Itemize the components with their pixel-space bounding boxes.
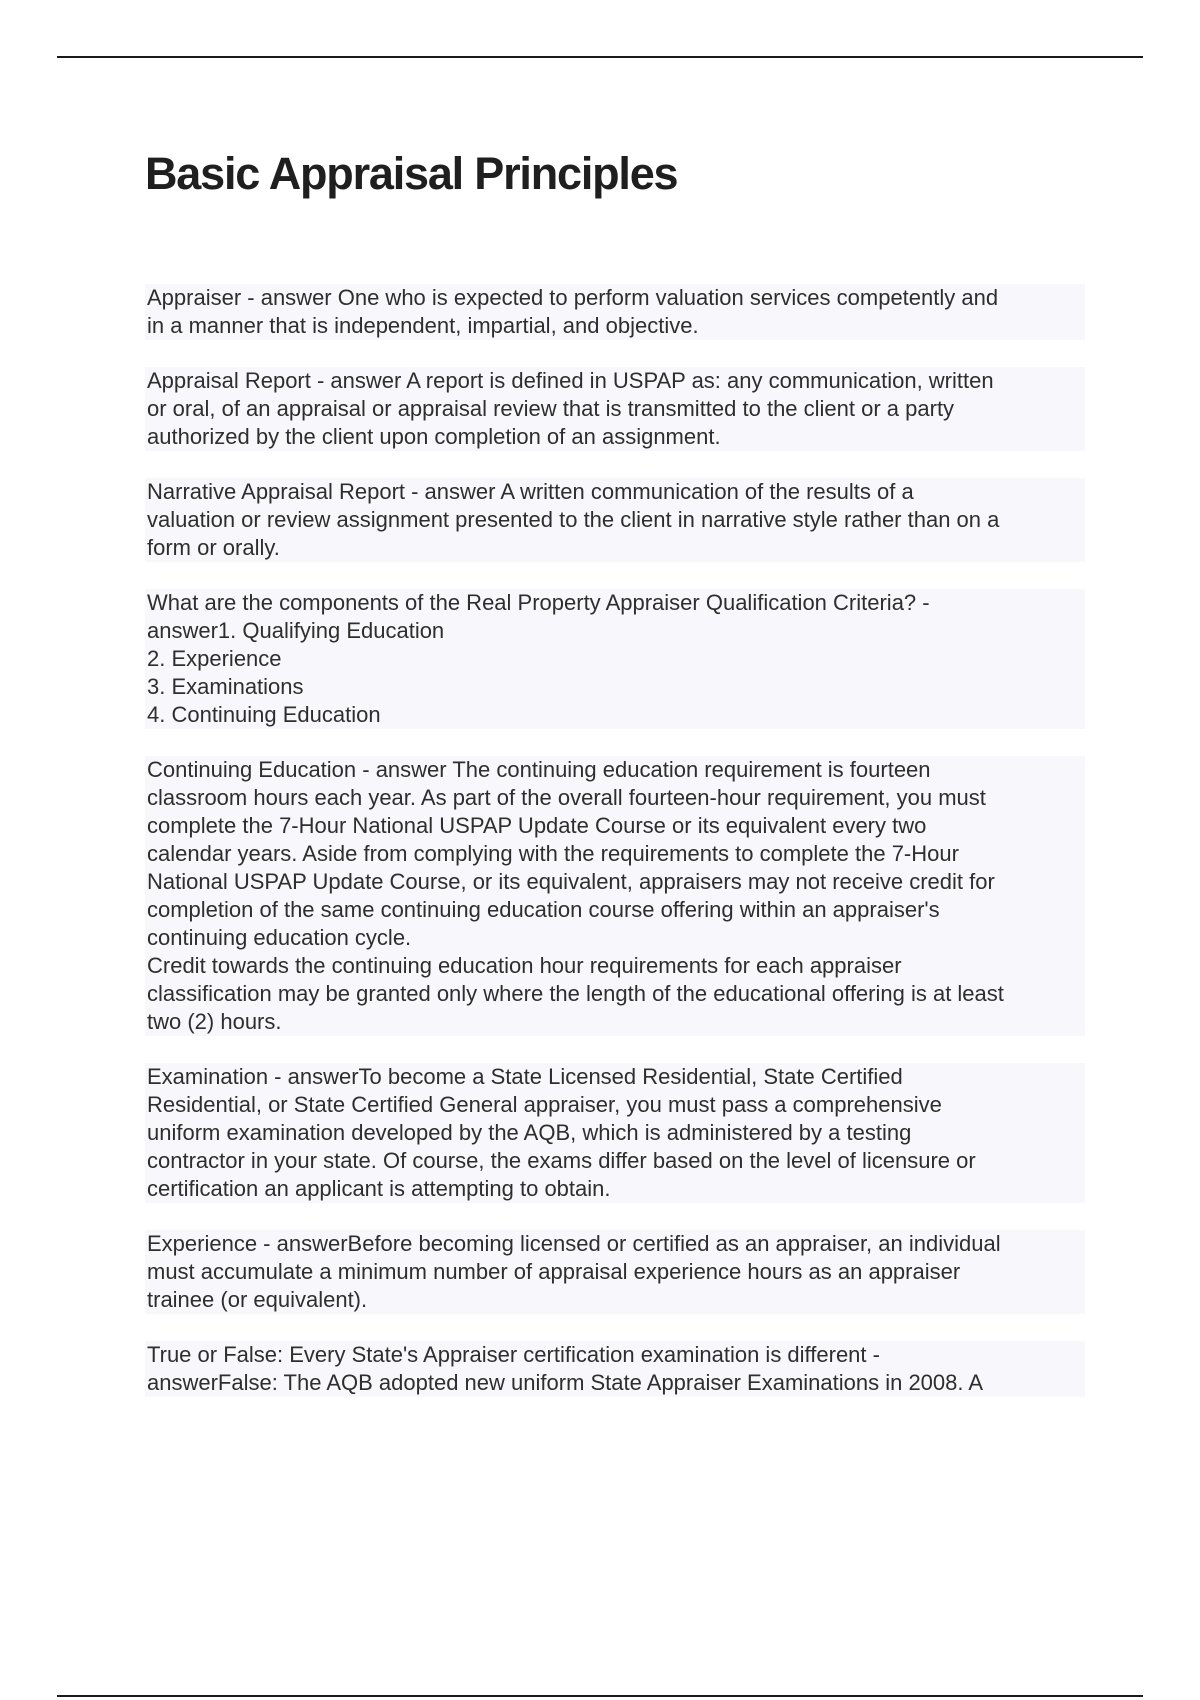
entry-text-line: answer1. Qualifying Education <box>147 618 445 643</box>
entry-text-line: 3. Examinations <box>147 674 304 699</box>
entry-text-line: must accumulate a minimum number of appraisal experience hours as an appraiser <box>147 1259 961 1284</box>
entry-text-line: certification an applicant is attempting to obtain. <box>147 1176 611 1201</box>
entry-text-line: Residential, or State Certified General appraiser, you must pass a comprehensive <box>147 1092 942 1117</box>
qa-entry <box>145 478 1085 562</box>
entry-text-line: Narrative Appraisal Report - answer A written communication of the results of a <box>147 479 914 504</box>
entry-text-line: contractor in your state. Of course, the exams differ based on the level of licensure or <box>147 1148 976 1173</box>
entry-text-line: in a manner that is independent, impartial, and objective. <box>147 313 699 338</box>
entry-text-line: National USPAP Update Course, or its equivalent, appraisers may not receive credit for <box>147 869 995 894</box>
qa-entry <box>145 284 1085 340</box>
document-body <box>145 284 1085 1424</box>
entry-text-line: two (2) hours. <box>147 1009 282 1034</box>
entry-text-line: completion of the same continuing education course offering within an appraiser's <box>147 897 940 922</box>
entry-text-line: Continuing Education - answer The continuing education requirement is fourteen <box>147 757 931 782</box>
entry-text-line: Credit towards the continuing education hour requirements for each appraiser <box>147 953 902 978</box>
qa-entry <box>145 756 1085 1036</box>
qa-entry <box>145 589 1085 729</box>
entry-text-line: True or False: Every State's Appraiser certification examination is different - <box>147 1342 880 1367</box>
page-title: Basic Appraisal Principles <box>145 148 678 199</box>
entry-text-line: or oral, of an appraisal or appraisal review that is transmitted to the client or a party <box>147 396 955 421</box>
entry-text-line: form or orally. <box>147 535 280 560</box>
entry-text-line: valuation or review assignment presented to the client in narrative style rather than on a <box>147 507 1000 532</box>
qa-entry <box>145 1341 1085 1397</box>
entry-text-line: answerFalse: The AQB adopted new uniform State Appraiser Examinations in 2008. A <box>147 1370 984 1395</box>
entry-text-line: continuing education cycle. <box>147 925 412 950</box>
entry-text-line: uniform examination developed by the AQB, which is administered by a testing <box>147 1120 912 1145</box>
entry-text-line: calendar years. Aside from complying with the requirements to complete the 7-Hour <box>147 841 959 866</box>
entry-text-line: Examination - answerTo become a State Licensed Residential, State Certified <box>147 1064 903 1089</box>
entry-text-line: complete the 7-Hour National USPAP Update Course or its equivalent every two <box>147 813 927 838</box>
entry-text-line: What are the components of the Real Property Appraiser Qualification Criteria? - <box>147 590 930 615</box>
entry-text-line: 4. Continuing Education <box>147 702 381 727</box>
entry-text-line: Experience - answerBefore becoming licensed or certified as an appraiser, an individual <box>147 1231 1001 1256</box>
top-divider <box>57 56 1143 58</box>
entry-text-line: authorized by the client upon completion of an assignment. <box>147 424 721 449</box>
qa-entry <box>145 1230 1085 1314</box>
entry-text-line: classroom hours each year. As part of the overall fourteen-hour requirement, you must <box>147 785 986 810</box>
qa-entry <box>145 367 1085 451</box>
entry-text-line: classification may be granted only where the length of the educational offering is at least <box>147 981 1004 1006</box>
qa-entry <box>145 1063 1085 1203</box>
entry-text-line: trainee (or equivalent). <box>147 1287 368 1312</box>
entry-text-line: Appraisal Report - answer A report is defined in USPAP as: any communication, written <box>147 368 994 393</box>
entry-text-line: Appraiser - answer One who is expected to perform valuation services competently and <box>147 285 999 310</box>
entry-text-line: 2. Experience <box>147 646 282 671</box>
bottom-divider <box>57 1695 1143 1697</box>
